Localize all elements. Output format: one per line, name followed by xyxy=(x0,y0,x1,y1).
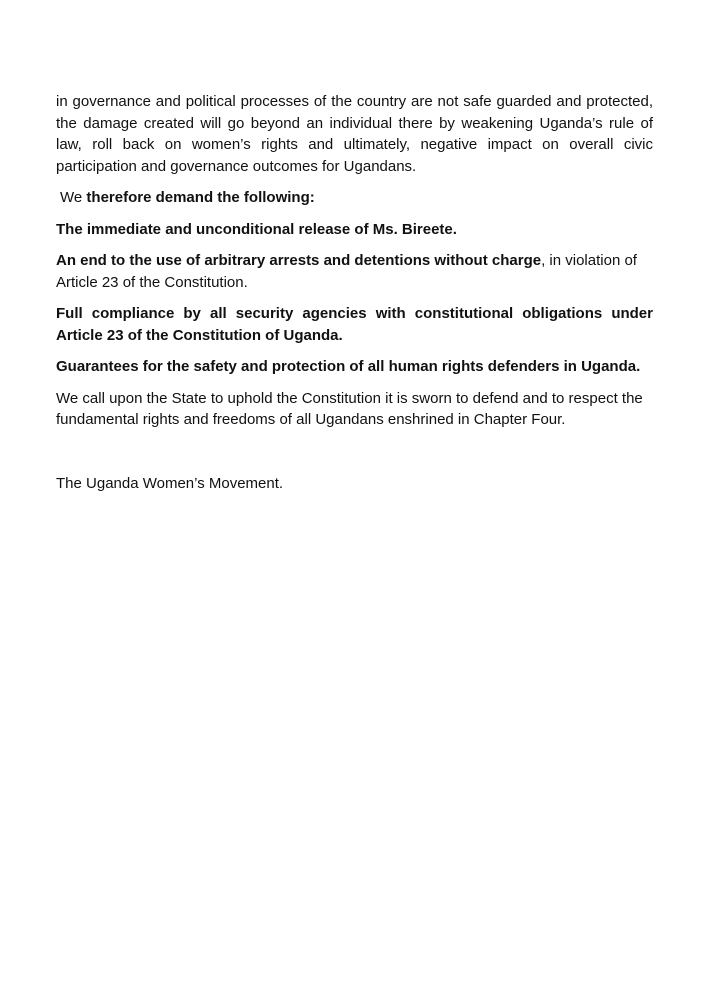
demand-intro-bold: therefore demand the following: xyxy=(86,189,315,206)
demand-item-2-text: , in violation of Article 23 of the Constitution. xyxy=(56,252,637,291)
demand-item-1 xyxy=(56,219,653,241)
closing-paragraph: We call upon the State to uphold the Constitution it is sworn to defend and to respect the fundamental rights and freedoms of all Ugandans enshrined in Chapter Four. xyxy=(56,389,643,428)
demand-item-1-bold: The immediate and unconditional release of Ms. Bireete. xyxy=(56,220,457,238)
demand-item-3-bold: Full compliance by all security agencies with constitutional obligations under Article 23 of the Constitution of Uganda. xyxy=(56,305,653,344)
demand-item-2-bold: An end to the use of arbitrary arrests and detentions without charge xyxy=(56,252,542,269)
demand-intro-prefix: We xyxy=(60,189,87,206)
signature: The Uganda Women’s Movement. xyxy=(56,474,284,492)
demand-item-2 xyxy=(56,250,653,293)
demand-intro xyxy=(56,187,653,209)
demand-item-3 xyxy=(56,303,653,346)
document-body xyxy=(56,91,653,494)
demand-item-4-bold: Guarantees for the safety and protection of all human rights defenders in Uganda. xyxy=(56,358,641,375)
demand-item-4 xyxy=(56,356,653,378)
intro-paragraph: in governance and political processes of the country are not safe guarded and protected, the damage created will go beyond an individual there by weakening Uganda’s rule of law, roll back on women’s rights and ultimately, negative impact on overall civic participation and governance outcomes for Ugandans. xyxy=(56,93,653,175)
